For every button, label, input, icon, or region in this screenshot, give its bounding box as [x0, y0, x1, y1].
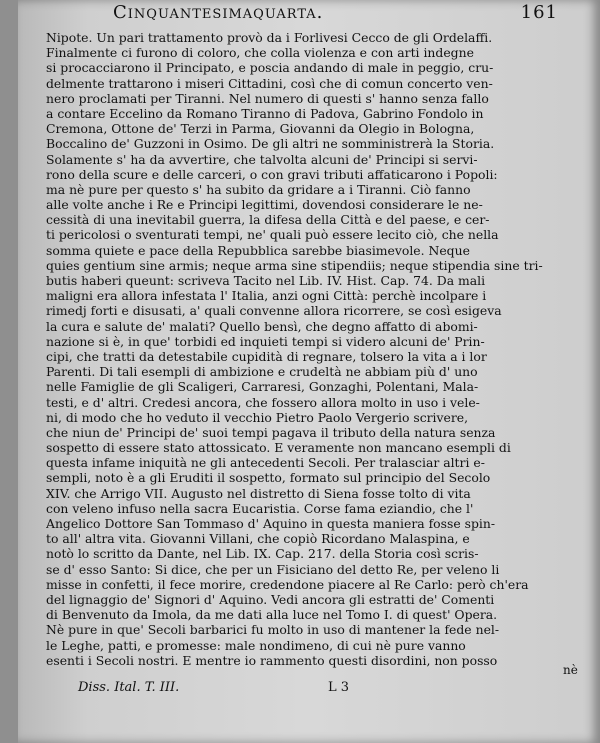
text-line: notò lo scritto da Dante, nel Lib. IX. Cap. 217. della Storia così scris- — [46, 546, 479, 562]
text-line: delmente trattarono i miseri Cittadini, così che di comun concerto ven- — [46, 75, 493, 91]
text-line: alle volte anche i Re e Principi legittimi, dovendosi considerare le ne- — [46, 197, 483, 213]
text-line: con veleno infuso nella sacra Eucaristia. Corse fama eziandio, che l' — [46, 500, 474, 516]
text-line: maligni era allora infestata l' Italia, anzi ogni Città: perchè incolpare i — [46, 288, 487, 304]
text-line: to all' altra vita. Giovanni Villani, che copiò Ricordano Malaspina, e — [46, 531, 470, 547]
text-line: rono della scure e delle carceri, o con gravi tributi affaticarono i Popoli: — [46, 166, 498, 182]
text-line: Boccalino de' Guzzoni in Osimo. De gli altri ne somministrerà la Storia. — [46, 136, 495, 152]
page-footer — [78, 680, 498, 698]
text-line: ma nè pure per questo s' ha subito da gridare a i Tiranni. Ciò fanno — [46, 181, 471, 197]
text-line: la cura e salute de' malati? Quello bensì, che degno affatto di abomi- — [46, 318, 478, 334]
text-line: Parenti. Di tali esempli di ambizione e crudeltà ne abbiam più d' uno — [46, 364, 478, 380]
footer-title: Diss. Ital. T. III. — [78, 680, 180, 695]
text-line: cipi, che tratti da detestabile cupidità di regnare, tolsero la vita a i lor — [46, 348, 487, 364]
text-line: nero proclamati per Tiranni. Nel numero di questi s' hanno senza fallo — [46, 90, 489, 106]
catchword: nè — [563, 663, 578, 677]
text-line: nazione si è, in que' torbidi ed inquieti tempi si videro alcuni de' Prin- — [46, 333, 485, 349]
text-line: misse in confetti, il fece morire, credendone piacere al Re Carlo: però ch'era — [46, 576, 529, 592]
signature-mark: L 3 — [328, 680, 350, 695]
text-line: esenti i Secoli nostri. E mentre io rammento questi disordini, non posso — [46, 652, 498, 668]
text-line: somma quiete e pace della Repubblica sarebbe biasimevole. Neque — [46, 242, 470, 258]
text-line: XIV. che Arrigo VII. Augusto nel distretto di Siena fosse tolto di vita — [46, 485, 471, 501]
text-line: che niun de' Principi de' suoi tempi pagava il tributo della natura senza — [46, 424, 496, 440]
running-title: Cinquantesimaquarta. — [113, 2, 324, 23]
text-line: Cremona, Ottone de' Terzi in Parma, Giovanni da Olegio in Bologna, — [46, 121, 475, 137]
text-line: Nipote. Un pari trattamento provò da i Forlivesi Cecco de gli Ordelaffi. — [46, 30, 493, 45]
text-line: quies gentium sine armis; neque arma sine stipendiis; neque stipendia sine tri- — [46, 257, 543, 273]
text-line: Angelico Dottore San Tommaso d' Aquino in questa maniera fosse spin- — [46, 516, 496, 531]
text-line: a contare Eccelino da Romano Tiranno di Padova, Gabrino Fondolo in — [46, 105, 484, 121]
text-line: ni, di modo che ho veduto il vecchio Pietro Paolo Vergerio scrivere, — [46, 409, 469, 425]
text-line: Finalmente ci furono di coloro, che colla violenza e con arti indegne — [46, 45, 474, 61]
text-line: Solamente s' ha da avvertire, che talvolta alcuni de' Principi si servi- — [46, 151, 478, 167]
page-header — [113, 2, 558, 28]
text-line: testi, e d' altri. Credesi ancora, che fossero allora molto in uso i vele- — [46, 394, 480, 410]
text-line: questa infame iniquità ne gli antecedenti Secoli. Per tralasciar altri e- — [46, 455, 485, 471]
text-line: sempli, noto è a gli Eruditi il sospetto, formato sul principio del Secolo — [46, 470, 491, 486]
text-line: si procacciarono il Principato, e poscia andando di male in peggio, cru- — [46, 60, 494, 76]
text-line: Nè pure in que' Secoli barbarici fu molto in uso di mantener la fede nel- — [46, 622, 500, 638]
text-line: cessità di una inevitabil guerra, la difesa della Città e del paese, e cer- — [46, 212, 490, 228]
text-line: butis haberi queunt: scriveva Tacito nel Lib. IV. Hist. Cap. 74. Da mali — [46, 273, 486, 288]
book-page — [18, 0, 600, 743]
text-line: le Leghe, patti, e promesse: male nondimeno, di cui nè pure vanno — [46, 637, 466, 653]
page-number: 161 — [520, 2, 558, 23]
text-line: del lignaggio de' Signori d' Aquino. Vedi ancora gli estratti de' Comenti — [46, 591, 495, 607]
body-text — [46, 30, 600, 668]
text-line: se d' esso Santo: Si dice, che per un Fisiciano del detto Re, per veleno li — [46, 561, 500, 577]
text-line: ti pericolosi o sventurati tempi, ne' quali può essere lecito ciò, che nella — [46, 227, 499, 243]
text-line: nelle Famiglie de gli Scaligeri, Carraresi, Gonzaghi, Polentani, Mala- — [46, 379, 479, 395]
text-line: rimedj forti e disusati, a' quali convenne allora ricorrere, se così esigeva — [46, 303, 502, 319]
text-line: di Benvenuto da Imola, da me dati alla luce nel Tomo I. di quest' Opera. — [46, 607, 498, 623]
text-line: sospetto di essere stato attossicato. E veramente non mancano esempli di — [46, 440, 511, 456]
